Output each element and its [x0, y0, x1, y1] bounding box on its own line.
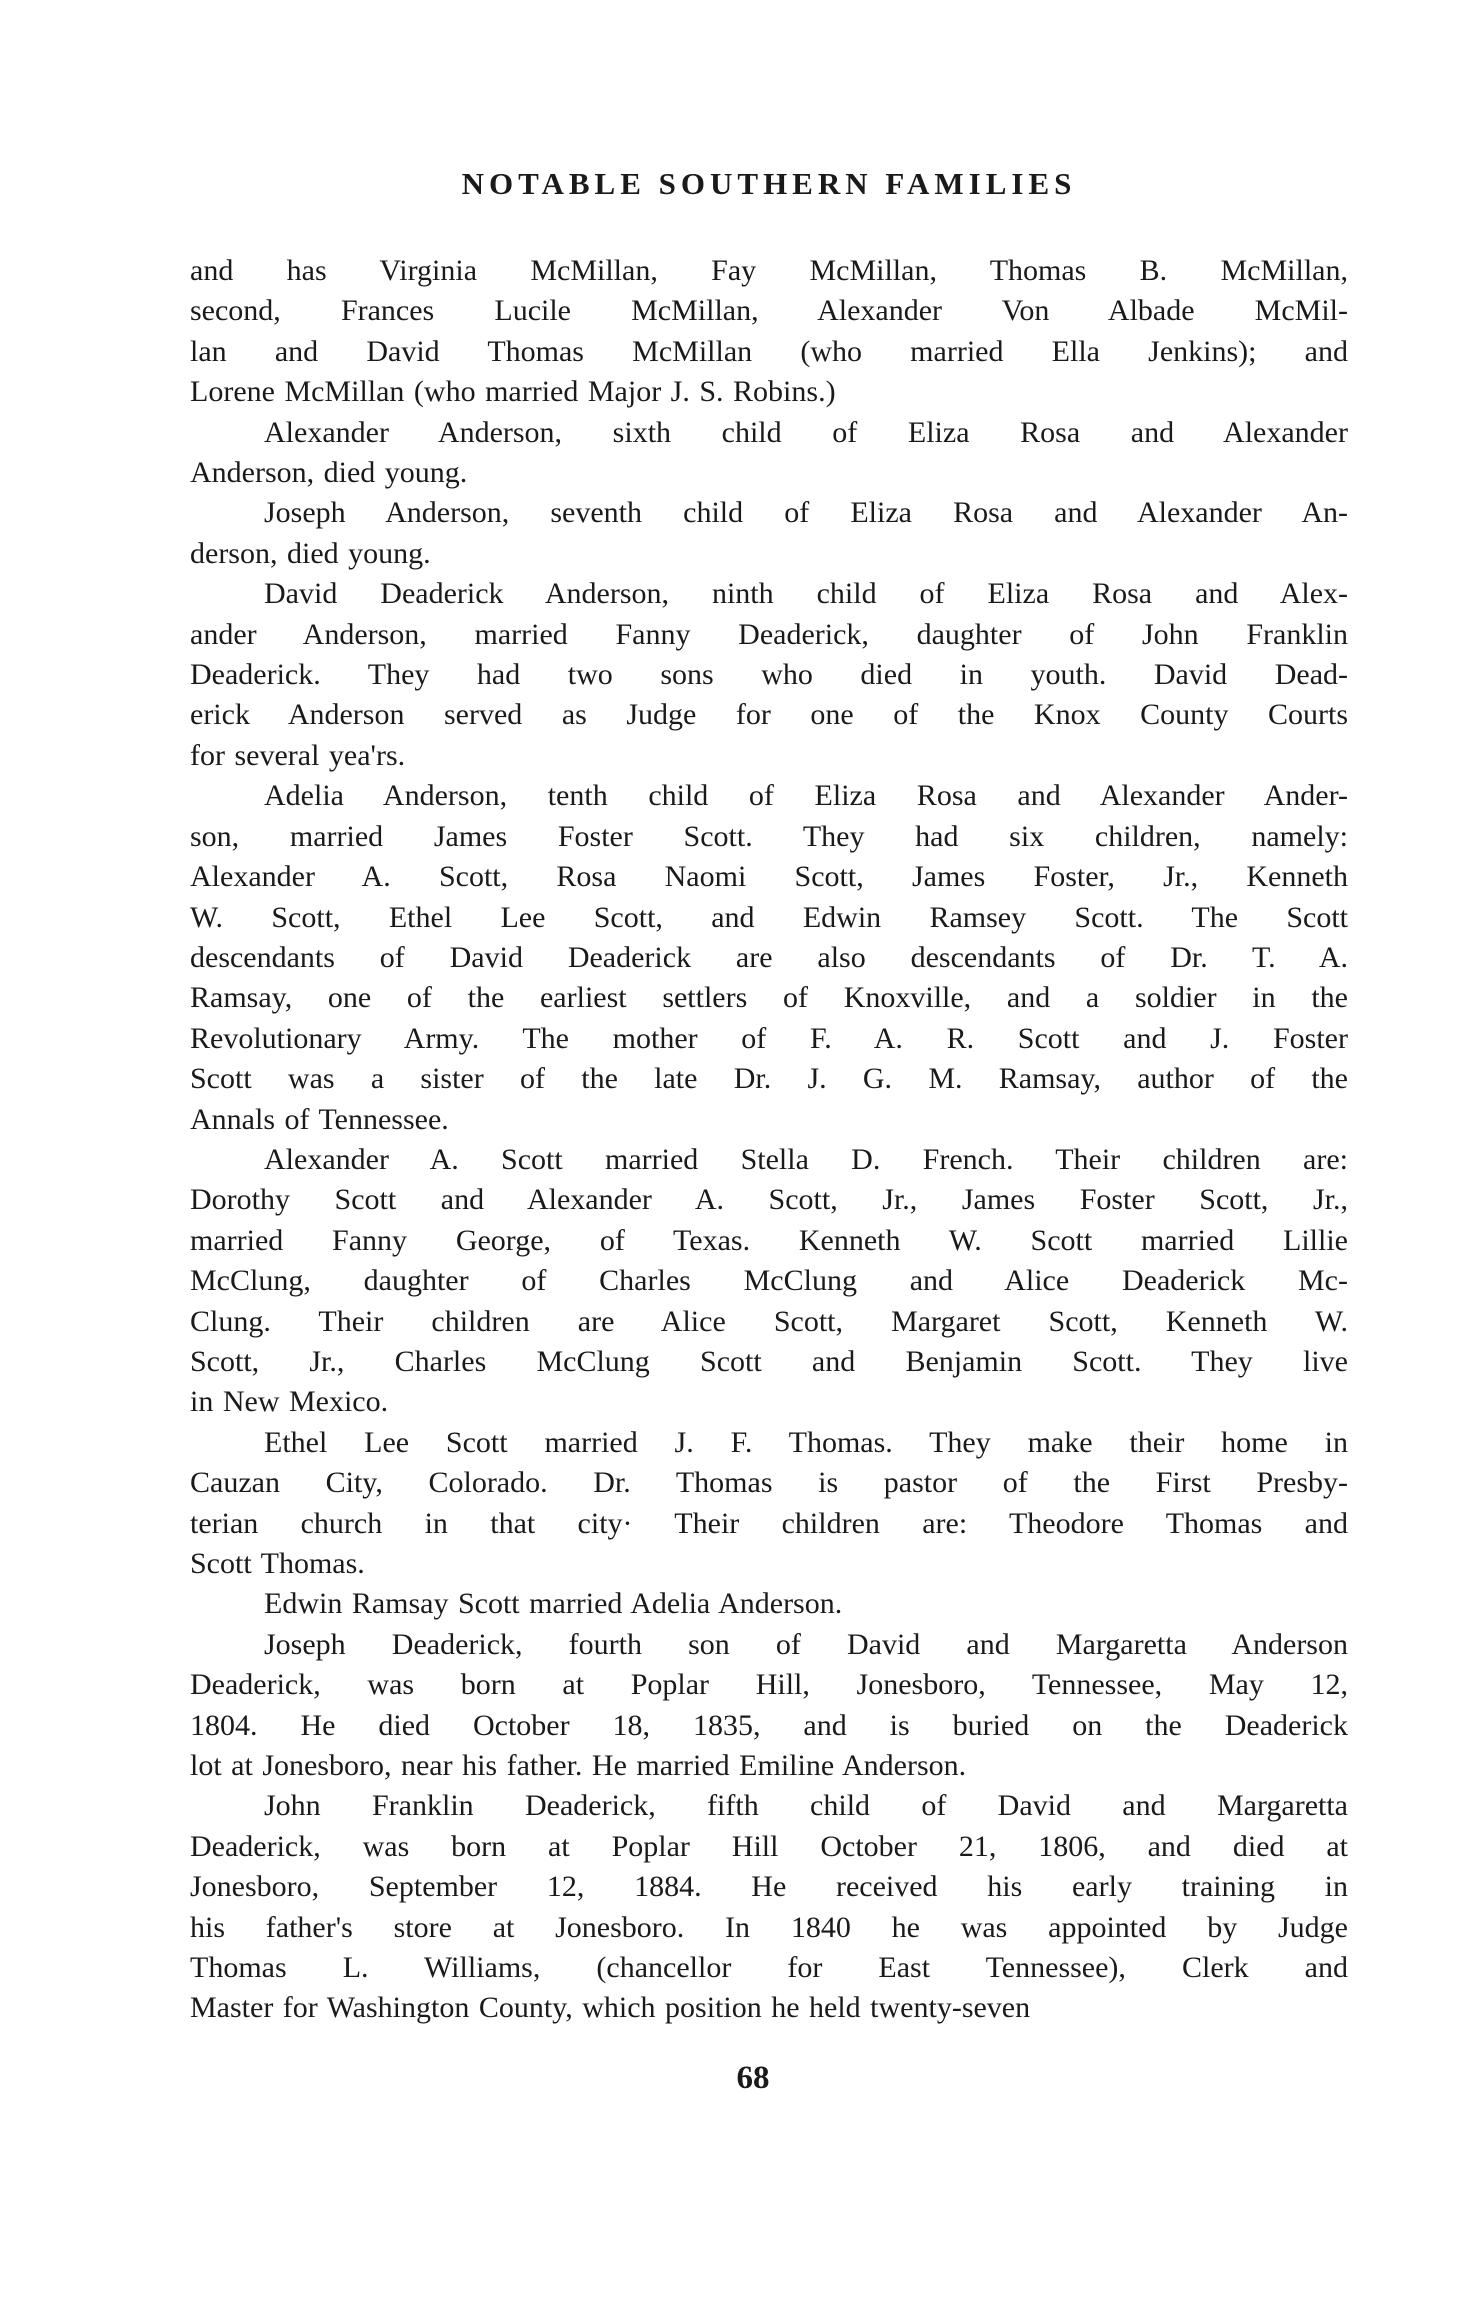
text-line: Jonesboro, September 12, 1884. He received his early training in — [190, 1870, 1348, 1904]
text-line: son, married James Foster Scott. They had six children, namely: — [190, 819, 1348, 853]
text-line: erick Anderson served as Judge for one of the Knox County Courts — [190, 698, 1348, 732]
text-line: Alexander Anderson, sixth child of Eliza Rosa and Alexander — [264, 415, 1348, 449]
text-line: Deaderick, was born at Poplar Hill October 21, 1806, and died at — [190, 1829, 1348, 1863]
text-line: descendants of David Deaderick are also descendants of Dr. T. A. — [190, 940, 1348, 974]
text-line: Dorothy Scott and Alexander A. Scott, Jr., James Foster Scott, Jr., — [190, 1183, 1348, 1217]
text-line: in New Mexico. — [190, 1385, 389, 1419]
text-line: Alexander A. Scott, Rosa Naomi Scott, James Foster, Jr., Kenneth — [190, 860, 1348, 894]
text-line: Anderson, died young. — [190, 456, 468, 490]
text-line: David Deaderick Anderson, ninth child of Eliza Rosa and Alex- — [264, 577, 1348, 611]
text-line: Annals of Tennessee. — [190, 1102, 449, 1136]
text-line: derson, died young. — [190, 536, 431, 570]
text-line: John Franklin Deaderick, fifth child of David and Margaretta — [264, 1789, 1348, 1823]
text-line: Deaderick. They had two sons who died in youth. David Dead- — [190, 658, 1348, 692]
text-line: Scott was a sister of the late Dr. J. G. M. Ramsay, author of the — [190, 1062, 1348, 1096]
text-line: Master for Washington County, which position he held twenty-seven — [190, 1991, 1031, 2025]
text-line: Joseph Deaderick, fourth son of David and Margaretta Anderson — [264, 1627, 1348, 1661]
text-line: terian church in that city· Their children are: Theodore Thomas and — [190, 1506, 1348, 1540]
text-line: lan and David Thomas McMillan (who married Ella Jenkins); and — [190, 334, 1348, 368]
page-number: 68 — [736, 2060, 770, 2096]
text-line: W. Scott, Ethel Lee Scott, and Edwin Ramsey Scott. The Scott — [190, 900, 1348, 934]
text-line: Clung. Their children are Alice Scott, Margaret Scott, Kenneth W. — [190, 1304, 1348, 1338]
text-line: ander Anderson, married Fanny Deaderick, daughter of John Franklin — [190, 617, 1348, 651]
text-line: his father's store at Jonesboro. In 1840 he was appointed by Judge — [190, 1910, 1348, 1944]
text-line: lot at Jonesboro, near his father. He married Emiline Anderson. — [190, 1749, 967, 1783]
text-line: Deaderick, was born at Poplar Hill, Jonesboro, Tennessee, May 12, — [190, 1668, 1348, 1702]
text-line: Adelia Anderson, tenth child of Eliza Rosa and Alexander Ander- — [264, 779, 1348, 813]
text-line: and has Virginia McMillan, Fay McMillan, Thomas B. McMillan, — [190, 254, 1348, 287]
text-line: Revolutionary Army. The mother of F. A. R. Scott and J. Foster — [190, 1021, 1348, 1055]
text-line: Cauzan City, Colorado. Dr. Thomas is pastor of the First Presby- — [190, 1466, 1348, 1500]
text-line: Scott, Jr., Charles McClung Scott and Benjamin Scott. They live — [190, 1344, 1348, 1378]
text-line: Joseph Anderson, seventh child of Eliza Rosa and Alexander An- — [264, 496, 1348, 530]
text-line: Thomas L. Williams, (chancellor for East Tennessee), Clerk and — [190, 1951, 1348, 1985]
text-line: married Fanny George, of Texas. Kenneth W. Scott married Lillie — [190, 1223, 1348, 1257]
text-line: Edwin Ramsay Scott married Adelia Anderson. — [264, 1587, 843, 1621]
text-body — [190, 251, 1348, 2029]
text-line: McClung, daughter of Charles McClung and Alice Deaderick Mc- — [190, 1264, 1348, 1298]
text-line: Scott Thomas. — [190, 1547, 365, 1580]
text-line: Lorene McMillan (who married Major J. S. Robins.) — [190, 375, 836, 409]
text-line: Ethel Lee Scott married J. F. Thomas. They make their home in — [264, 1425, 1348, 1459]
page-header: NOTABLE SOUTHERN FAMILIES — [461, 166, 1077, 201]
text-line: for several yea'rs. — [190, 738, 406, 772]
text-line: Alexander A. Scott married Stella D. French. Their children are: — [264, 1142, 1348, 1176]
text-line: 1804. He died October 18, 1835, and is buried on the Deaderick — [190, 1708, 1348, 1742]
text-line: second, Frances Lucile McMillan, Alexander Von Albade McMil- — [190, 294, 1348, 328]
text-line: Ramsay, one of the earliest settlers of Knoxville, and a soldier in the — [190, 981, 1348, 1015]
